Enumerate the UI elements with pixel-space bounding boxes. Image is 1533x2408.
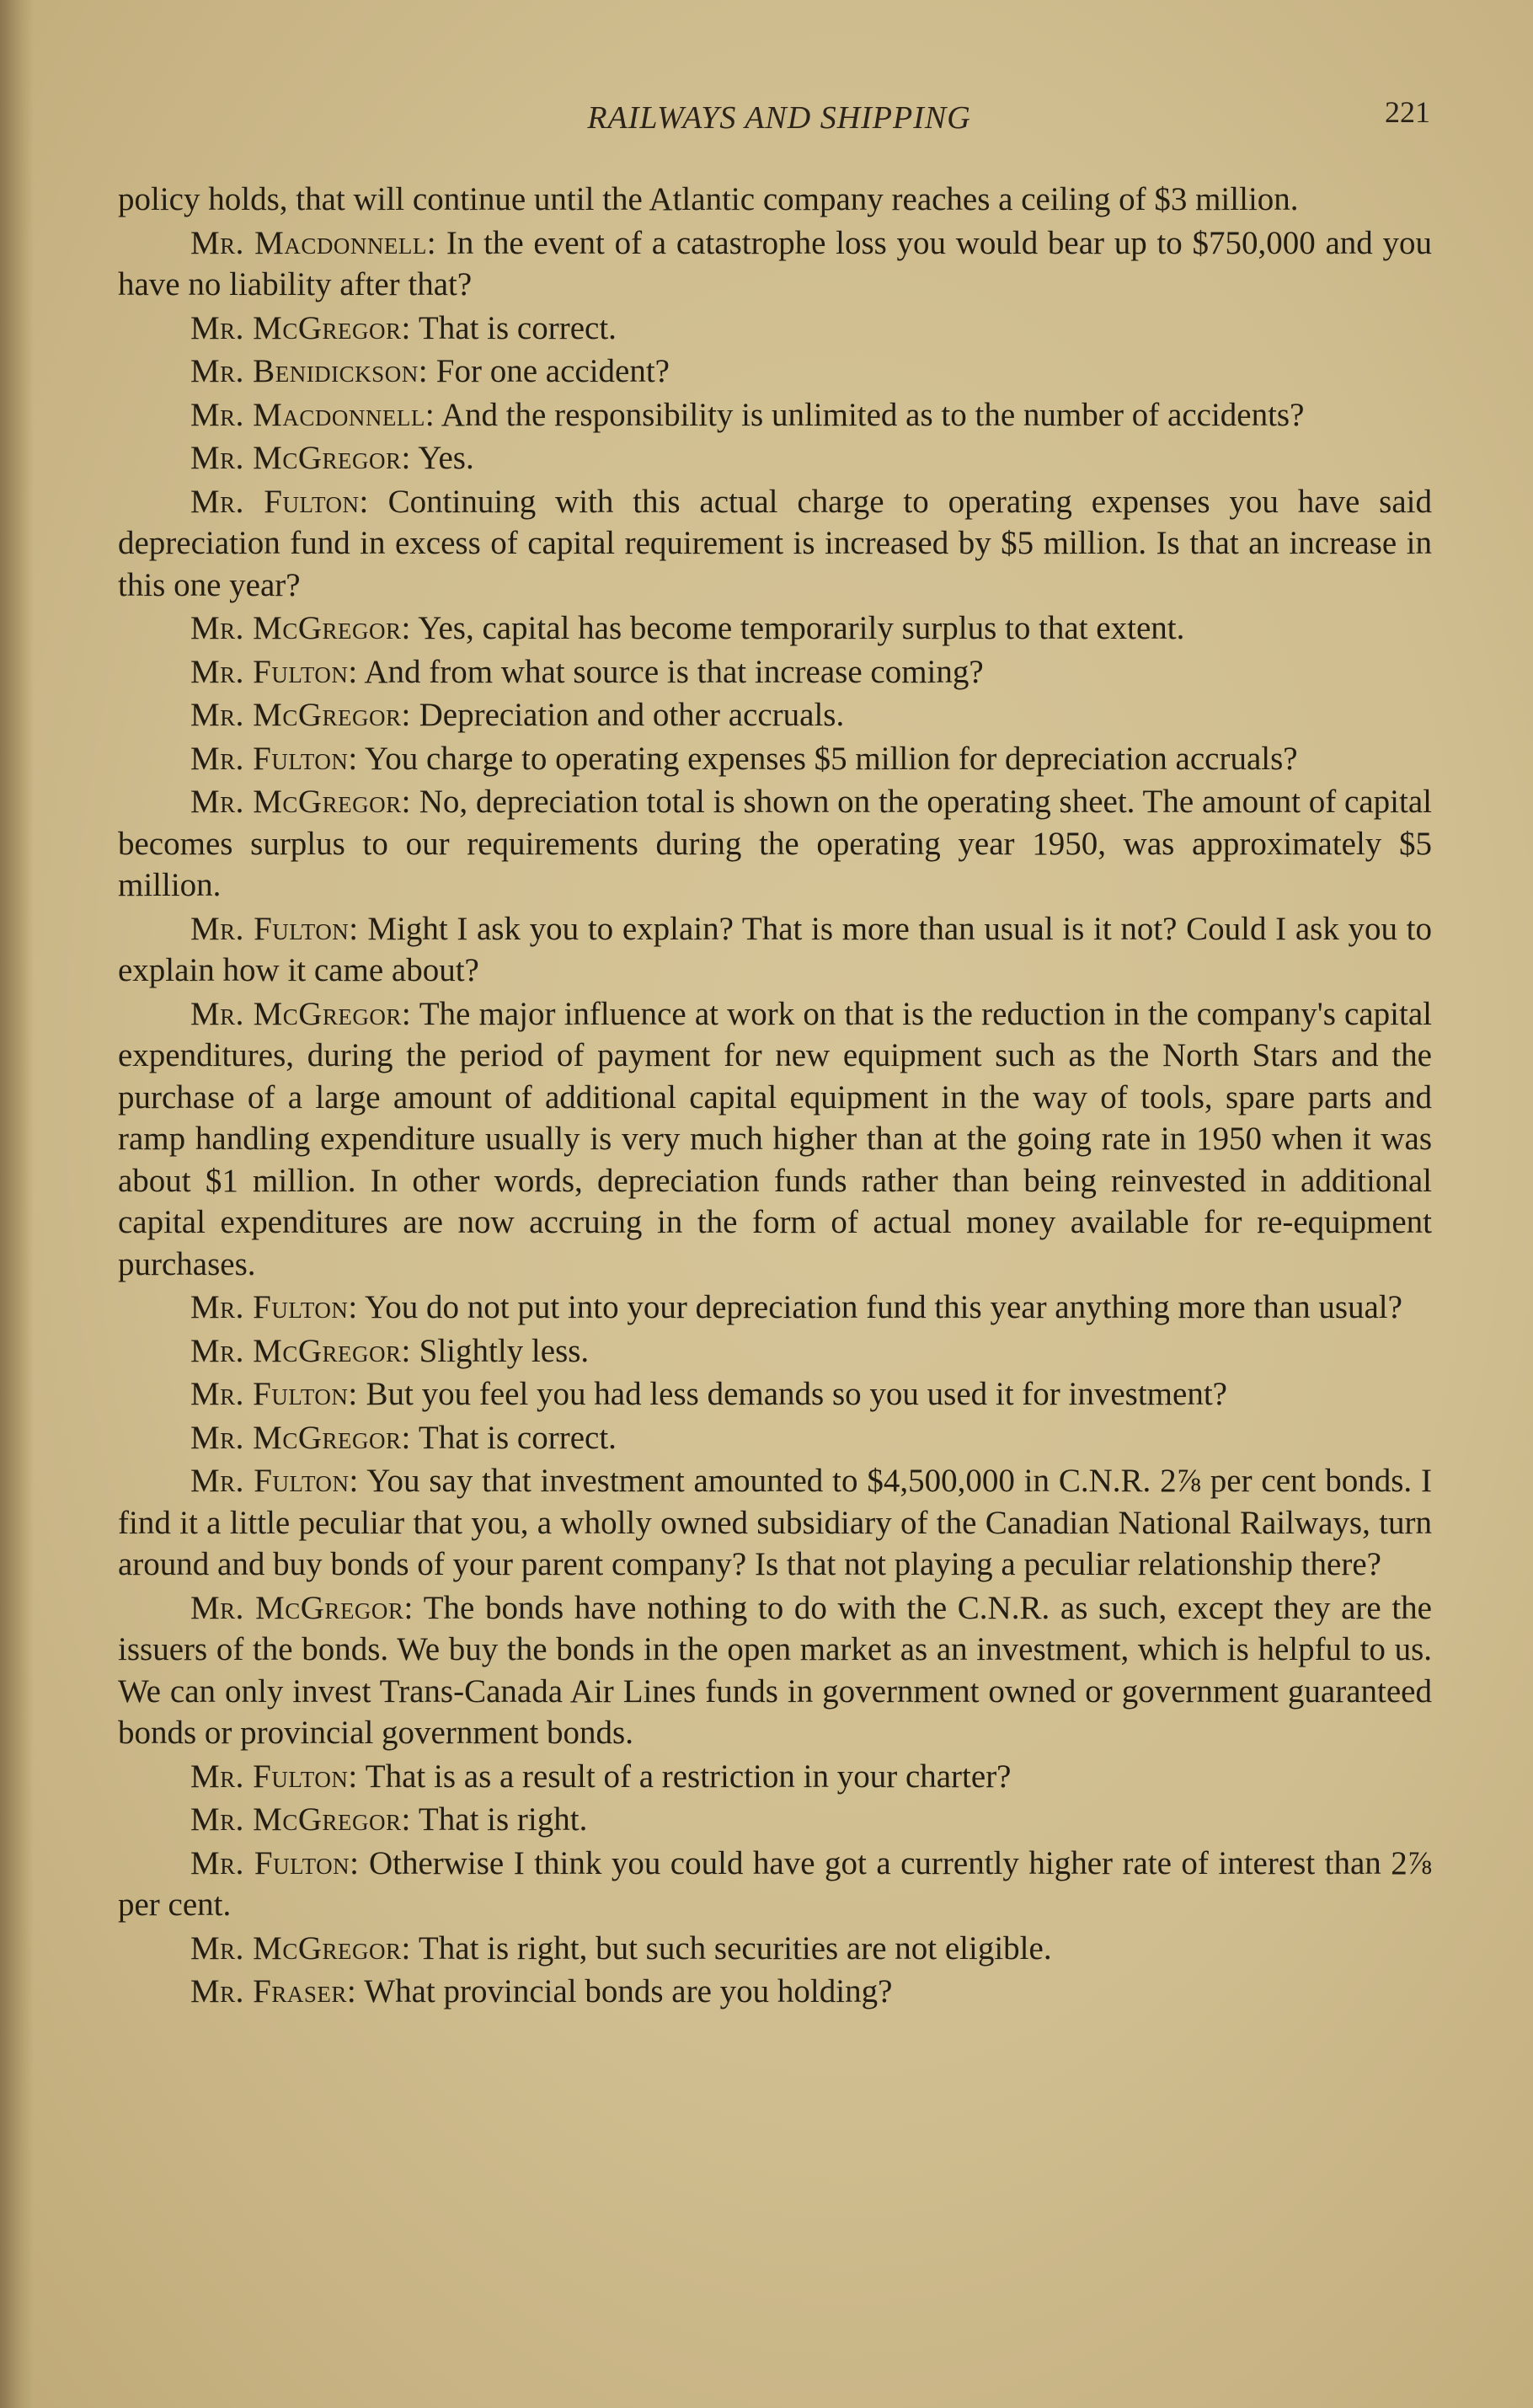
paragraph-text: That is correct. — [410, 309, 617, 346]
speaker-name: Mr. McGregor: — [190, 440, 411, 476]
speaker-name: Mr. McGregor: — [190, 610, 411, 646]
paragraph-text: Otherwise I think you could have got a currently higher rate of interest than 2⅞ per cent. — [118, 1844, 1433, 1923]
speaker-name: Mr. Macdonnell: — [190, 224, 437, 261]
paragraph-1 — [118, 222, 1432, 306]
speaker-name: Mr. McGregor: — [190, 697, 411, 733]
speaker-name: Mr. McGregor: — [190, 1801, 411, 1838]
paragraph-15 — [118, 1330, 1432, 1373]
speaker-name: Mr. McGregor: — [190, 1589, 414, 1626]
paragraph-text: Might I ask you to explain? That is more than usual is it not? Could I ask you to explain how it came about? — [118, 910, 1433, 988]
paragraph-text: But you feel you had less demands so you used it for investment? — [357, 1376, 1227, 1412]
paragraph-text: Continuing with this actual charge to operating expenses you have said depreciation fund in excess of capital requirement is increased by $5 million. Is that an increase in this one year? — [118, 483, 1432, 603]
paragraph-text: For one accident? — [428, 353, 670, 389]
speaker-name: Mr. Fulton: — [190, 483, 369, 520]
paragraph-text: And from what source is that increase coming? — [357, 653, 984, 690]
speaker-name: Mr. McGregor: — [190, 1419, 411, 1456]
paragraph-text: You do not put into your depreciation fund this year anything more than usual? — [357, 1289, 1402, 1325]
paragraph-18 — [118, 1460, 1432, 1586]
paragraph-text: That is as a result of a restriction in your charter? — [357, 1758, 1012, 1795]
running-title: RAILWAYS AND SHIPPING — [587, 100, 971, 136]
speaker-name: Mr. McGregor: — [190, 784, 411, 820]
paragraph-text: In the event of a catastrophe loss you would bear up to $750,000 and you have no liability after that? — [118, 224, 1433, 302]
paragraph-11 — [118, 781, 1432, 907]
paragraph-0 — [118, 179, 1432, 221]
paragraph-text: Slightly less. — [410, 1332, 590, 1369]
speaker-name: Mr. Fraser: — [190, 1973, 357, 2009]
paragraph-text: That is right. — [410, 1801, 588, 1838]
speaker-name: Mr. McGregor: — [190, 995, 412, 1032]
paragraph-19 — [118, 1587, 1432, 1754]
speaker-name: Mr. Benidickson: — [190, 353, 429, 389]
paragraph-text: The major influence at work on that is the reduction in the company's capital expenditures, during the period of payment for new equipment such as the North Stars and the purchase of a large amount of additional capital equipment in the way of tools, spare parts and ramp handling expenditure usually is very much higher than at the going rate in 1950 when it was about $1 million. In other words, depreciation funds rather than being reinvested in additional capital expenditures are now accruing in the form of actual money available for re-equipment purchases. — [118, 995, 1432, 1282]
speaker-name: Mr. Macdonnell: — [190, 396, 435, 433]
paragraph-22 — [118, 1843, 1432, 1926]
speaker-name: Mr. Fulton: — [190, 1844, 360, 1881]
paragraph-9 — [118, 694, 1432, 736]
paragraph-17 — [118, 1417, 1432, 1459]
speaker-name: Mr. McGregor: — [190, 1929, 411, 1967]
paragraph-2 — [118, 308, 1432, 350]
paragraph-20 — [118, 1756, 1432, 1798]
paragraph-7 — [118, 607, 1432, 650]
transcript-body — [118, 179, 1432, 2015]
speaker-name: Mr. Fulton: — [190, 910, 359, 947]
speaker-name: Mr. Fulton: — [190, 740, 358, 777]
paragraph-16 — [118, 1373, 1432, 1415]
paragraph-text: And the responsibility is unlimited as to the number of accidents? — [435, 396, 1305, 433]
paragraph-text: Depreciation and other accruals. — [410, 697, 845, 733]
paragraph-text: The bonds have nothing to do with the C.N.R. as such, except they are the issuers of the bonds. We buy the bonds in the open market as an investment, which is helpful to us. We can only invest Trans-Canada Air Lines funds in government owned or government guaranteed bonds or provincial government bonds. — [118, 1589, 1432, 1751]
paragraph-text: What provincial bonds are you holding? — [356, 1973, 893, 2009]
speaker-name: Mr. McGregor: — [190, 309, 411, 346]
paragraph-14 — [118, 1287, 1432, 1329]
paragraph-text: Yes, capital has become temporarily surplus to that extent. — [410, 610, 1185, 646]
speaker-name: Mr. Fulton: — [190, 1463, 359, 1499]
paragraph-5 — [118, 437, 1432, 479]
page-number: 221 — [1385, 95, 1430, 129]
paragraph-21 — [118, 1799, 1432, 1841]
speaker-name: Mr. Fulton: — [190, 1376, 358, 1412]
paragraph-6 — [118, 481, 1432, 607]
paragraph-23 — [118, 1928, 1432, 1970]
paragraph-12 — [118, 908, 1432, 992]
paragraph-text: That is right, but such securities are not eligible. — [410, 1929, 1052, 1967]
speaker-name: Mr. Fulton: — [190, 653, 358, 690]
paragraph-text: No, depreciation total is shown on the operating sheet. The amount of capital becomes surplus to our requirements during the operating year 1950, was approximately $5 million. — [118, 784, 1432, 903]
speaker-name: Mr. Fulton: — [190, 1758, 358, 1795]
paragraph-4 — [118, 394, 1432, 436]
paragraph-text: That is correct. — [410, 1419, 617, 1456]
paragraph-10 — [118, 738, 1432, 780]
page-spine-shadow — [0, 0, 34, 2408]
speaker-name: Mr. Fulton: — [190, 1289, 358, 1325]
page-header — [118, 94, 1440, 145]
paragraph-3 — [118, 350, 1432, 393]
paragraph-text: You charge to operating expenses $5 million for depreciation accruals? — [357, 740, 1298, 777]
paragraph-24 — [118, 1971, 1432, 2013]
paragraph-13 — [118, 993, 1432, 1286]
speaker-name: Mr. McGregor: — [190, 1332, 411, 1369]
paragraph-text: You say that investment amounted to $4,500,000 in C.N.R. 2⅞ per cent bonds. I find it a little peculiar that you, a wholly owned subsidiary of the Canadian National Railways, turn around and buy bonds of your parent company? Is that not playing a peculiar relationship there? — [118, 1463, 1432, 1582]
paragraph-text: policy holds, that will continue until the Atlantic company reaches a ceiling of $3 million. — [118, 181, 1299, 217]
paragraph-text: Yes. — [410, 440, 474, 476]
paragraph-8 — [118, 651, 1432, 693]
